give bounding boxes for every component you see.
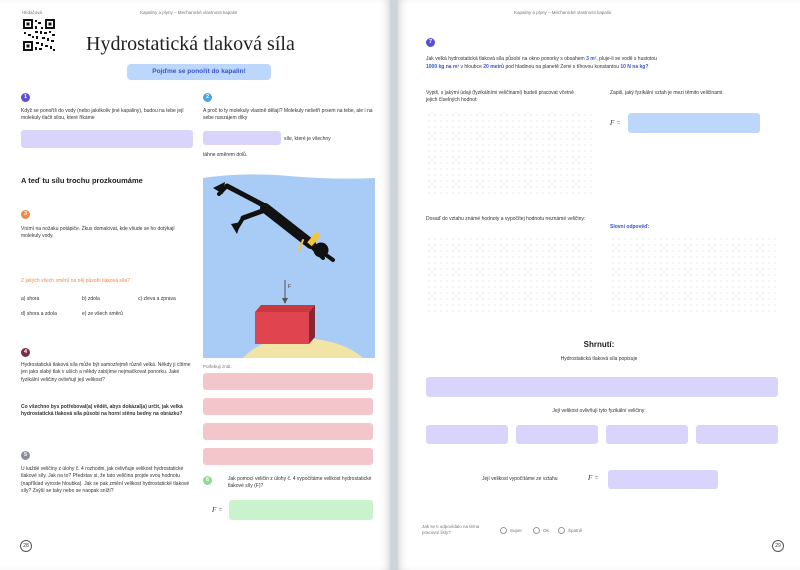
- answer-area[interactable]: [610, 236, 780, 316]
- left-page: [0, 0, 390, 570]
- q3-text: Vnímí na nožaku potápiče. Zkus domalovat, kde všude se ho dotýkají molekuly vody.: [21, 226, 175, 240]
- quantity-field-1[interactable]: [426, 425, 508, 444]
- right-page: [398, 0, 800, 570]
- answer-label: Slovní odpověď:: [610, 224, 650, 230]
- q6-formula-label: F =: [212, 506, 223, 514]
- quantity-field-4[interactable]: [696, 425, 778, 444]
- qr-code: [22, 18, 56, 52]
- red-box: [255, 305, 315, 344]
- q7-line-2: 1000 kg na m³ v hloubce 20 metrů pod hladinou na planetě Zemi s tíhovou konstantou 10 N na kg?: [426, 64, 649, 70]
- formula-label: F =: [610, 119, 621, 127]
- q2-answer-field[interactable]: [203, 131, 281, 145]
- q4-text: Hydrostatická tlaková síla může být samozřejmě různě velká. Někdy ji cítíme jen jako slabý tlak v uších a někdy zabíjíme nejmačkovat ponorku. Jaké fyzikální veličiny ovlivňují její velikost?: [21, 362, 191, 383]
- q2-text-c: táhne směrem dolů.: [203, 152, 248, 158]
- header-small: Hlídačová: [22, 10, 43, 15]
- q3-option-a[interactable]: a) shora: [21, 296, 40, 302]
- page-number-left: 28: [20, 540, 32, 552]
- substitute-area[interactable]: [426, 236, 596, 316]
- needed-field-1[interactable]: [203, 373, 373, 390]
- quantity-field-3[interactable]: [606, 425, 688, 444]
- calc-right-prompt: Zapiš, jaký fyzikální vztah je mezi těmito veličinami:: [610, 90, 724, 96]
- needed-field-3[interactable]: [203, 423, 373, 440]
- face-neutral-icon[interactable]: [533, 527, 540, 534]
- footer-option-super: Super: [510, 528, 523, 533]
- q7-line-1: Jak velká hydrostatická tlaková síla působí na okno ponorky s obsahem 3 m², pluje-li se vodě s hustotou: [426, 56, 657, 62]
- page-number-right: 29: [772, 540, 784, 552]
- diver-illustration: [203, 172, 375, 358]
- face-happy-icon[interactable]: [500, 527, 507, 534]
- summary-formula-field[interactable]: [608, 470, 718, 489]
- summary-field-1[interactable]: [426, 377, 778, 397]
- needed-field-4[interactable]: [203, 448, 373, 465]
- q3-question: Z jakých všech směrů na něj působí tlaková síla?: [21, 278, 130, 284]
- footer-option-ok: Ok: [543, 528, 549, 533]
- q6-answer-field[interactable]: [229, 500, 373, 520]
- q3-option-b[interactable]: b) zdola: [82, 296, 100, 302]
- q2-text-b: síle, které je všechny: [284, 136, 331, 142]
- banner: Pojďme se ponořit do kapalin!: [127, 64, 271, 80]
- needed-field-2[interactable]: [203, 398, 373, 415]
- footer-option-spatne: Špatně: [568, 528, 583, 533]
- q3-option-e[interactable]: e) ze všech směrů: [82, 311, 123, 317]
- face-sad-icon[interactable]: [558, 527, 565, 534]
- summary-title: Shrnutí:: [583, 340, 615, 349]
- force-arrow-label: F: [288, 284, 292, 290]
- q1-text: Když se ponoříš do vody (nebo jakékoliv jiné kapaliny), budou na tebe její molekuly tlačit silou, které říkáme: [21, 108, 184, 122]
- formula-field[interactable]: [628, 113, 760, 133]
- footer-question: Jak se ti odpovídalo na téma pracovní listy?: [422, 524, 480, 536]
- question-number-4: 4: [21, 348, 30, 357]
- summary-line-1: Hydrostatická tlaková síla popisuje: [560, 356, 638, 362]
- question-number-5: 5: [21, 451, 30, 460]
- q3-option-d[interactable]: d) shora a zdola: [21, 311, 57, 317]
- section-heading: A teď tu sílu trochu prozkoumáme: [21, 176, 143, 185]
- page-title: Hydrostatická tlaková síla: [86, 33, 295, 55]
- substitute-prompt: Dosaď do vztahu známé hodnoty a vypočítej hodnotu neznámé veličiny:: [426, 216, 586, 222]
- question-number-1: 1: [21, 93, 30, 102]
- header-center: Kapaliny a plyny – Mechanické vlastnosti kapalin: [140, 10, 238, 15]
- question-number-6: 6: [203, 476, 212, 485]
- q2-text-a: A proč to ty molekuly vlastně dělají? Molekuly nešetří prsem na tebe, ale i na sebe navzájem díky: [203, 108, 373, 122]
- needed-label: Potřebuji znát:: [203, 364, 232, 369]
- q4-bold-text: Co všechno bys potřeboval(a) vědět, abys dokázal(a) určit, jak velká hydrostatická tlaková síla působí na horní stěnu bedny na obrázku?: [21, 404, 183, 418]
- summary-formula-label: F =: [588, 474, 599, 482]
- header-center: Kapaliny a plyny – Mechanické vlastnosti kapalin: [514, 10, 612, 15]
- question-number-3: 3: [21, 210, 30, 219]
- summary-line-3: Její velikost vypočítáme ze vztahu: [482, 476, 558, 482]
- quantity-field-2[interactable]: [516, 425, 598, 444]
- q5-text: U každé veličiny z úlohy č. 4 rozhodni, jak ovlivňuje velikost hydrostatické tlakové síly. Jak na to? Představ si, že tato veličina projde svou hodnotu (například vyroste hloubka). Jak se pak změní velikost hydrostatické tlakové síly? Zvýší se taky nebo se naopak sníží?: [21, 466, 190, 494]
- calc-left-prompt: Vypiš, s jakými údaji (fyzikálními veličinami) budeš pracovat včetně jejich číselných hodnot:: [426, 90, 574, 104]
- q3-option-c[interactable]: c) zleva a zprava: [138, 296, 176, 302]
- question-number-7: 7: [426, 38, 435, 47]
- q1-answer-field[interactable]: [21, 130, 193, 148]
- q6-text: Jak pomocí veličin z úlohy č. 4 vypočítáme velikost hydrostatické tlakové síly (F)?: [228, 476, 372, 490]
- calc-left-area[interactable]: [426, 112, 596, 196]
- summary-line-2: Její velikost ovlivňují tyto fyzikální veličiny:: [552, 408, 646, 414]
- question-number-2: 2: [203, 93, 212, 102]
